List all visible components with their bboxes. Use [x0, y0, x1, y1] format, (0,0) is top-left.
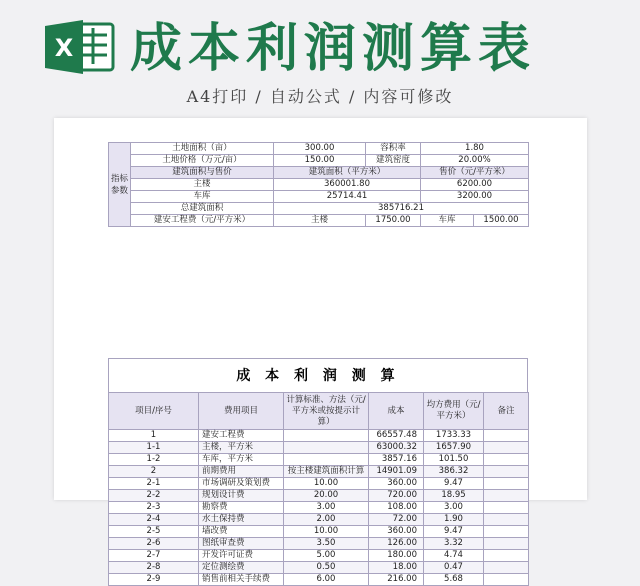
- col-header-avg: 均方费用（元/平方米）: [424, 393, 484, 430]
- cost-cell[interactable]: 3857.16: [369, 454, 424, 466]
- avg-cost-cell[interactable]: 18.95: [424, 490, 484, 502]
- row-number-cell[interactable]: 2-7: [109, 550, 199, 562]
- construction-cost-garage-value[interactable]: 1500.00: [474, 215, 529, 227]
- land-area-label: 土地面积（亩）: [131, 143, 274, 155]
- col-header-note: 备注: [484, 393, 529, 430]
- note-cell[interactable]: [484, 454, 529, 466]
- main-building-label: 主楼: [131, 179, 274, 191]
- note-cell[interactable]: [484, 538, 529, 550]
- row-number-cell[interactable]: 2-5: [109, 526, 199, 538]
- row-number-cell[interactable]: 2-2: [109, 490, 199, 502]
- cost-cell[interactable]: 14901.09: [369, 466, 424, 478]
- table-row: [109, 526, 529, 538]
- calc-section-title: 成 本 利 润 测 算: [108, 358, 528, 392]
- cost-cell[interactable]: 360.00: [369, 526, 424, 538]
- garage-area[interactable]: 25714.41: [274, 191, 421, 203]
- table-row: [109, 514, 529, 526]
- avg-cost-cell[interactable]: 9.47: [424, 478, 484, 490]
- standard-cell[interactable]: 3.00: [284, 502, 369, 514]
- note-cell[interactable]: [484, 430, 529, 442]
- standard-cell[interactable]: 3.50: [284, 538, 369, 550]
- row-number-cell[interactable]: 1-2: [109, 454, 199, 466]
- table-row: [109, 490, 529, 502]
- cost-item-cell[interactable]: 前期费用: [199, 466, 284, 478]
- avg-cost-cell[interactable]: 1657.90: [424, 442, 484, 454]
- cost-item-cell[interactable]: 销售前相关手续费: [199, 574, 284, 586]
- avg-cost-cell[interactable]: 4.74: [424, 550, 484, 562]
- avg-cost-cell[interactable]: 5.68: [424, 574, 484, 586]
- main-building-price[interactable]: 6200.00: [421, 179, 529, 191]
- row-number-cell[interactable]: 2-3: [109, 502, 199, 514]
- cost-item-cell[interactable]: 车库，平方米: [199, 454, 284, 466]
- cost-profit-table: [108, 392, 529, 586]
- table-row: [109, 430, 529, 442]
- area-price-header: 建筑面积与售价: [131, 167, 274, 179]
- cost-item-cell[interactable]: 定位测绘费: [199, 562, 284, 574]
- cost-item-cell[interactable]: 主楼，平方米: [199, 442, 284, 454]
- avg-cost-cell[interactable]: 1.90: [424, 514, 484, 526]
- table-row: [109, 550, 529, 562]
- construction-cost-garage-label: 车库: [421, 215, 474, 227]
- note-cell[interactable]: [484, 514, 529, 526]
- standard-cell[interactable]: 5.00: [284, 550, 369, 562]
- cost-item-cell[interactable]: 水土保持费: [199, 514, 284, 526]
- standard-cell[interactable]: 10.00: [284, 478, 369, 490]
- table-row: [109, 454, 529, 466]
- row-number-cell[interactable]: 2-4: [109, 514, 199, 526]
- avg-cost-cell[interactable]: 3.00: [424, 502, 484, 514]
- area-col-header: 建筑面积（平方米）: [274, 167, 421, 179]
- cost-item-cell[interactable]: 开发许可证费: [199, 550, 284, 562]
- row-number-cell[interactable]: 2-6: [109, 538, 199, 550]
- table-row: [109, 442, 529, 454]
- construction-cost-label: 建安工程费（元/平方米）: [131, 215, 274, 227]
- garage-price[interactable]: 3200.00: [421, 191, 529, 203]
- price-col-header: 售价（元/平方米）: [421, 167, 529, 179]
- plot-ratio-value[interactable]: 1.80: [421, 143, 529, 155]
- cost-item-cell[interactable]: 市场调研及策划费: [199, 478, 284, 490]
- density-label: 建筑密度: [366, 155, 421, 167]
- main-building-area[interactable]: 360001.80: [274, 179, 421, 191]
- row-number-cell[interactable]: 1: [109, 430, 199, 442]
- note-cell[interactable]: [484, 502, 529, 514]
- spreadsheet-sheet: [54, 118, 587, 584]
- cost-item-cell[interactable]: 墙改费: [199, 526, 284, 538]
- hero-banner: [0, 0, 640, 120]
- avg-cost-cell[interactable]: 386.32: [424, 466, 484, 478]
- cost-cell[interactable]: 126.00: [369, 538, 424, 550]
- cost-cell[interactable]: 72.00: [369, 514, 424, 526]
- cost-cell[interactable]: 108.00: [369, 502, 424, 514]
- indicator-table: [108, 142, 529, 227]
- cost-cell[interactable]: 66557.48: [369, 430, 424, 442]
- col-header-item-no: 项目/序号: [109, 393, 199, 430]
- avg-cost-cell[interactable]: 1733.33: [424, 430, 484, 442]
- indicator-group-label: 指标参数: [109, 143, 131, 227]
- cost-item-cell[interactable]: 勘察费: [199, 502, 284, 514]
- col-header-cost: 成本: [369, 393, 424, 430]
- garage-label: 车库: [131, 191, 274, 203]
- standard-cell[interactable]: 2.00: [284, 514, 369, 526]
- note-cell[interactable]: [484, 442, 529, 454]
- cost-cell[interactable]: 360.00: [369, 478, 424, 490]
- standard-cell[interactable]: 10.00: [284, 526, 369, 538]
- avg-cost-cell[interactable]: 101.50: [424, 454, 484, 466]
- note-cell[interactable]: [484, 466, 529, 478]
- col-header-standard: 计算标准、方法（元/平方米或按提示计算）: [284, 393, 369, 430]
- row-number-cell[interactable]: 2-1: [109, 478, 199, 490]
- row-number-cell[interactable]: 1-1: [109, 442, 199, 454]
- page-subtitle: A4打印 / 自动公式 / 内容可修改: [186, 87, 454, 106]
- svg-text:X: X: [54, 34, 74, 62]
- standard-cell[interactable]: 6.00: [284, 574, 369, 586]
- plot-ratio-label: 容积率: [366, 143, 421, 155]
- cost-cell[interactable]: 18.00: [369, 562, 424, 574]
- standard-cell[interactable]: [284, 454, 369, 466]
- standard-cell[interactable]: 0.50: [284, 562, 369, 574]
- table-row: [109, 502, 529, 514]
- standard-cell[interactable]: 按主楼建筑面积计算: [284, 466, 369, 478]
- land-area-value[interactable]: 300.00: [274, 143, 366, 155]
- note-cell[interactable]: [484, 574, 529, 586]
- total-area-label: 总建筑面积: [131, 203, 274, 215]
- table-row: [109, 478, 529, 490]
- note-cell[interactable]: [484, 490, 529, 502]
- row-number-cell[interactable]: 2: [109, 466, 199, 478]
- excel-icon: [43, 18, 115, 76]
- cost-item-cell[interactable]: 建安工程费: [199, 430, 284, 442]
- land-price-value[interactable]: 150.00: [274, 155, 366, 167]
- avg-cost-cell[interactable]: 0.47: [424, 562, 484, 574]
- row-number-cell[interactable]: 2-8: [109, 562, 199, 574]
- cost-cell[interactable]: 180.00: [369, 550, 424, 562]
- note-cell[interactable]: [484, 478, 529, 490]
- note-cell[interactable]: [484, 526, 529, 538]
- table-row: [109, 574, 529, 586]
- cost-cell[interactable]: 216.00: [369, 574, 424, 586]
- row-number-cell[interactable]: 2-9: [109, 574, 199, 586]
- col-header-cost-item: 费用项目: [199, 393, 284, 430]
- avg-cost-cell[interactable]: 3.32: [424, 538, 484, 550]
- standard-cell[interactable]: 20.00: [284, 490, 369, 502]
- construction-cost-main-value[interactable]: 1750.00: [366, 215, 421, 227]
- avg-cost-cell[interactable]: 9.47: [424, 526, 484, 538]
- table-row: [109, 538, 529, 550]
- cost-item-cell[interactable]: 规划设计费: [199, 490, 284, 502]
- note-cell[interactable]: [484, 562, 529, 574]
- land-price-label: 土地价格（万元/亩）: [131, 155, 274, 167]
- standard-cell[interactable]: [284, 430, 369, 442]
- table-row: [109, 562, 529, 574]
- standard-cell[interactable]: [284, 442, 369, 454]
- page-title: 成本利润测算表: [130, 18, 537, 79]
- total-area-value[interactable]: 385716.21: [274, 203, 529, 215]
- note-cell[interactable]: [484, 550, 529, 562]
- cost-cell[interactable]: 63000.32: [369, 442, 424, 454]
- cost-item-cell[interactable]: 图纸审查费: [199, 538, 284, 550]
- table-row: [109, 466, 529, 478]
- density-value[interactable]: 20.00%: [421, 155, 529, 167]
- cost-cell[interactable]: 720.00: [369, 490, 424, 502]
- construction-cost-main-label: 主楼: [274, 215, 366, 227]
